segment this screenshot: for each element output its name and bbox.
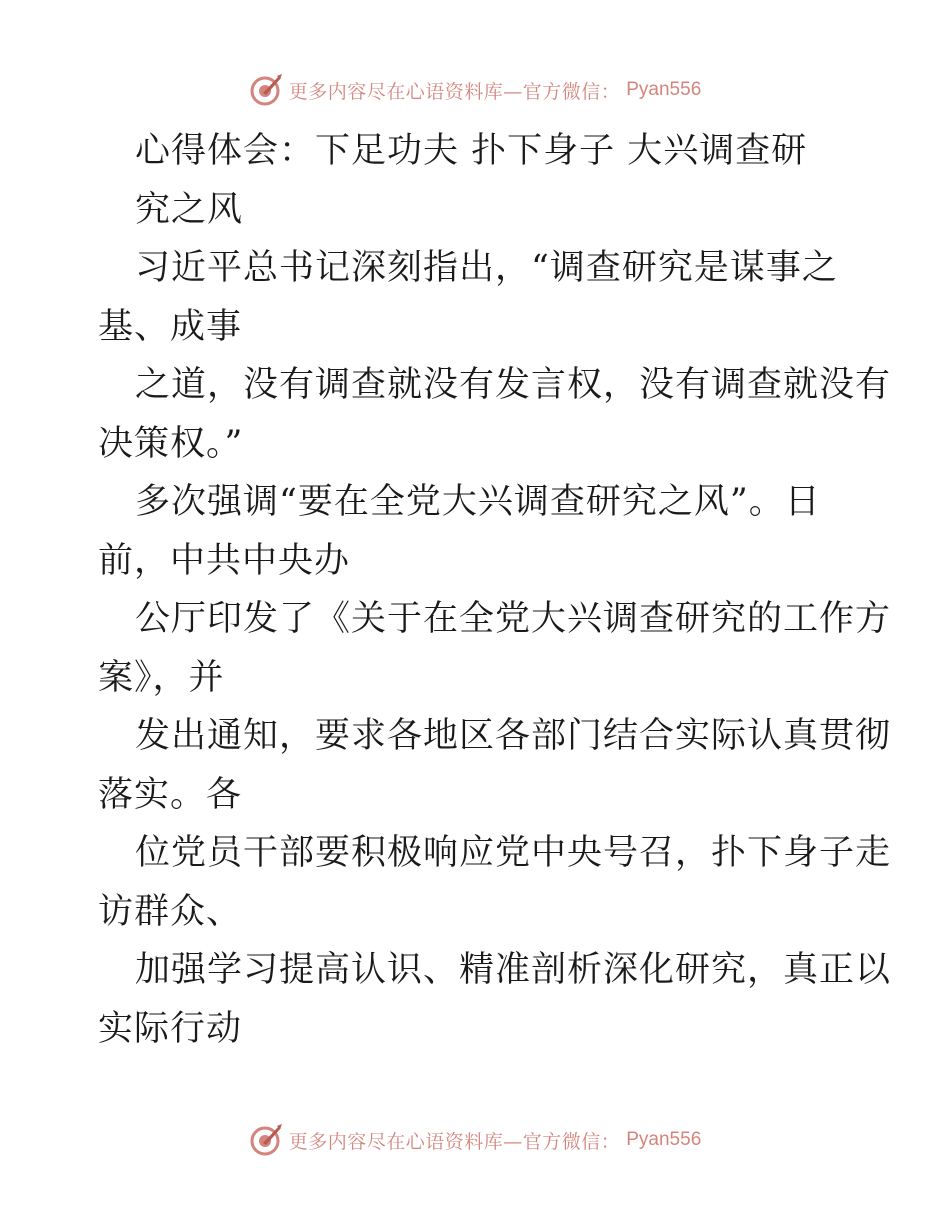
quill-logo-icon: [249, 1123, 283, 1157]
text-line: 心得体会：下足功夫 扑下身子 大兴调查研: [135, 131, 808, 171]
banner-inner: [249, 73, 702, 107]
text-line: 案》，并: [98, 657, 225, 698]
text-line: 落实。各: [98, 774, 243, 815]
header-banner: [0, 70, 950, 110]
text-line: 位党员干部要积极响应党中央号召，扑下身子走: [135, 833, 892, 873]
banner-inner: [249, 1123, 702, 1157]
quill-logo-icon: [249, 73, 283, 107]
text-line: 公厅印发了《关于在全党大兴调查研究的工作方: [135, 599, 892, 639]
text-line: 之道，没有调查就没有发言权，没有调查就没有: [135, 365, 892, 405]
banner-wechat-id: Pyan556: [626, 1129, 702, 1150]
banner-wechat-id: Pyan556: [626, 79, 702, 100]
text-line: 前，中共中央办: [98, 540, 351, 581]
footer-banner: [0, 1120, 950, 1160]
text-line: 习近平总书记深刻指出，“调查研究是谋事之: [135, 248, 838, 288]
text-line: 访群众、: [98, 891, 243, 932]
text-line: 加强学习提高认识、精准剖析深化研究，真正以: [135, 950, 892, 990]
text-line: 基、成事: [98, 306, 243, 347]
text-line: 实际行动: [98, 1008, 243, 1049]
document-body: [98, 122, 892, 1058]
text-line: 决策权。”: [98, 423, 244, 464]
banner-text: 更多内容尽在心语资料库—官方微信：: [288, 80, 621, 103]
banner-text: 更多内容尽在心语资料库—官方微信：: [288, 1130, 621, 1153]
text-line: 究之风: [135, 189, 244, 230]
text-line: 发出通知，要求各地区各部门结合实际认真贯彻: [135, 716, 892, 756]
text-line: 多次强调“要在全党大兴调查研究之风”。日: [135, 482, 821, 522]
